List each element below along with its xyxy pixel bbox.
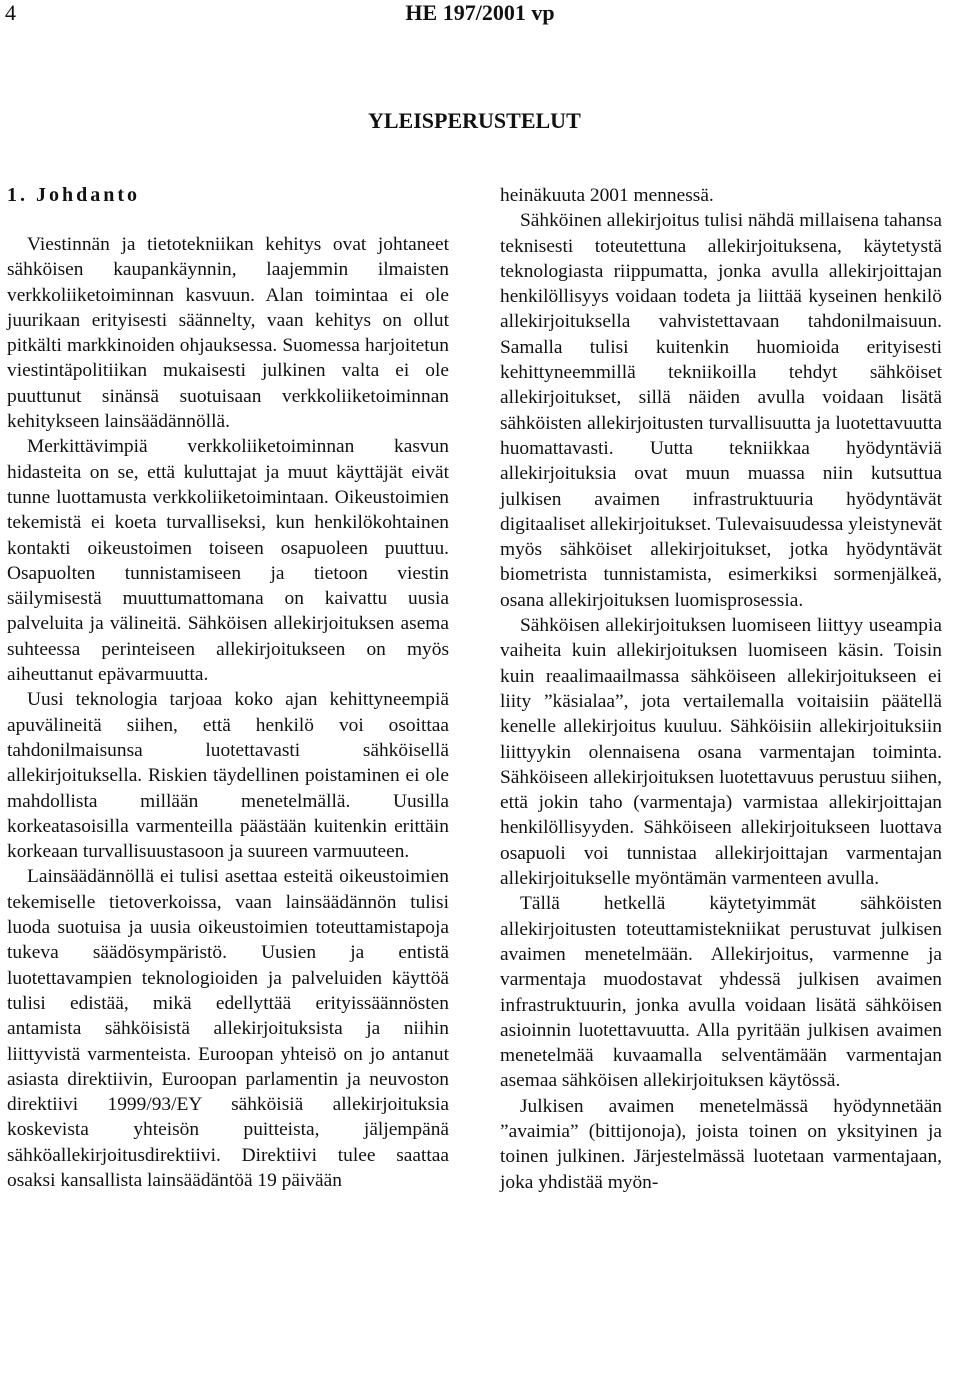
paragraph: Julkisen avaimen menetelmässä hyödynnetään ”avaimia” (bittijonoja), joista toinen on yksityinen ja toinen julkinen. Järjestelmässä luotetaan varmentajaan, joka yhdistää myön-	[500, 1095, 942, 1193]
section-title: YLEISPERUSTELUT	[368, 108, 581, 133]
document-id: HE 197/2001 vp	[405, 0, 555, 25]
chapter-heading: 1. Johdanto	[7, 184, 141, 206]
right-text-column	[500, 183, 942, 1195]
left-text-column	[7, 232, 449, 1193]
paragraph: Viestinnän ja tietotekniikan kehitys ovat johtaneet sähköisen kaupankäynnin, laajemmin ilmaisten verkkoliiketoiminnan kasvuun. Alan toimintaa ei ole juurikaan erityisesti säännelty, vaan kehitys on ollut pitkälti markkinoiden ohjauksessa. Suomessa harjoitetun viestintäpolitiikan mukaisesti julkinen valta ei ole puuttunut sinänsä suotuisaan verkkoliiketoiminnan kehitykseen lainsäädännöllä.	[7, 234, 449, 433]
paragraph: Uusi teknologia tarjoaa koko ajan kehittyneempiä apuvälineitä siihen, että henkilö voi osoittaa tahdonilmaisunsa luotettavasti sähköisellä allekirjoituksella. Riskien täydellinen poistaminen ei ole mahdollista millään menetelmällä. Uusilla korkeatasoisilla varmenteilla päästään kuitenkin erittäin korkeaan turvallisuustasoon ja suureen varmuuteen.	[7, 689, 449, 863]
paragraph: Sähköinen allekirjoitus tulisi nähdä millaisena tahansa teknisesti toteutettuna allekirjoituksena, käytetystä teknologiasta riippumatta, jonka avulla allekirjoittajan henkilöllisyys voidaan todeta ja liittää kyseinen henkilö allekirjoituksella vahvistettavaan tahdonilmaisuun. Samalla tulisi kuitenkin huomioida erityisesti kehittyneemmillä tekniikoilla tehdyt sähköiset allekirjoitukset, sillä näiden avulla voidaan lisätä sähköisten allekirjoitusten turvallisuutta ja luotettavuutta huomattavasti. Uutta tekniikkaa hyödyntäviä allekirjoituksia ovat muun muassa niin kutsuttua julkisen avaimen infrastruktuuria hyödyntävät digitaaliset allekirjoitukset. Tulevaisuudessa yleistynevät myös sähköiset allekirjoitukset, jotka hyödyntävät biometrista tunnistamista, esimerkiksi sormenjälkeä, osana allekirjoituksen luomisprosessia.	[500, 210, 942, 611]
paragraph: Lainsäädännöllä ei tulisi asettaa esteitä oikeustoimien tekemiselle tietoverkoissa, vaan lainsäädännön tulisi luoda suotuisa ja uusia oikeustoimien toteuttamistapoja tukeva säädösympäristö. Uusien ja entistä luotettavampien teknologioiden ja palveluiden käyttöä tulisi edistää, mikä edellyttää erityissäännösten antamista sähköisistä allekirjoituksista ja niihin liittyvistä varmenteista. Euroopan yhteisö on jo antanut asiasta direktiivin, Euroopan parlamentin ja neuvoston direktiivi 1999/93/EY sähköisiä allekirjoituksia koskevista yhteisön puitteista, jäljempänä sähköallekirjoitusdirektiivi. Direktiivi tulee saattaa osaksi kansallista lainsäädäntöä 19 päivään	[7, 866, 449, 1191]
paragraph: Sähköisen allekirjoituksen luomiseen liittyy useampia vaiheita kuin allekirjoituksen luomiseen käsin. Toisin kuin reaalimaailmassa sähköiseen allekirjoitukseen ei liity ”käsialaa”, jota vertailemalla voitaisiin päätellä kenelle allekirjoitus kuuluu. Sähköisiin allekirjoituksiin liittyykin olennaisena osana varmentajan toiminta. Sähköiseen allekirjoituksen luotettavuus perustuu siihen, että jokin taho (varmentaja) varmistaa allekirjoittajan henkilöllisyyden. Sähköiseen allekirjoitukseen luottava osapuoli voi tunnistaa allekirjoittajan varmentajan allekirjoitukselle myöntämän varmenteen avulla.	[500, 615, 942, 890]
paragraph: Tällä hetkellä käytetyimmät sähköisten allekirjoitusten toteuttamistekniikat perustuvat julkisen avaimen menetelmään. Allekirjoitus, varmenne ja varmentaja muodostavat yhdessä julkisen avaimen infrastruktuurin, jonka avulla voidaan lisätä sähköisen asioinnin luotettavuutta. Alla pyritään julkisen avaimen menetelmää kuvaamalla selventämään varmentajan asemaa sähköisen allekirjoituksen käytössä.	[500, 893, 942, 1092]
page-number: 4	[5, 0, 16, 25]
paragraph-continuation: heinäkuuta 2001 mennessä.	[500, 185, 714, 206]
paragraph: Merkittävimpiä verkkoliiketoiminnan kasvun hidasteita on se, että kuluttajat ja muut käyttäjät eivät tunne luottamusta verkkoliiketoimintaan. Oikeustoimien tekemistä ei koeta turvalliseksi, kun henkilökohtainen kontakti oikeustoimen toiseen osapuoleen puuttuu. Osapuolten tunnistamiseen ja tietoon viestin säilymisestä muuttumattomana on kaivattu uusia palveluita ja välineitä. Sähköisen allekirjoituksen asema suhteessa perinteiseen allekirjoitukseen on myös aiheuttanut epävarmuutta.	[7, 436, 449, 686]
